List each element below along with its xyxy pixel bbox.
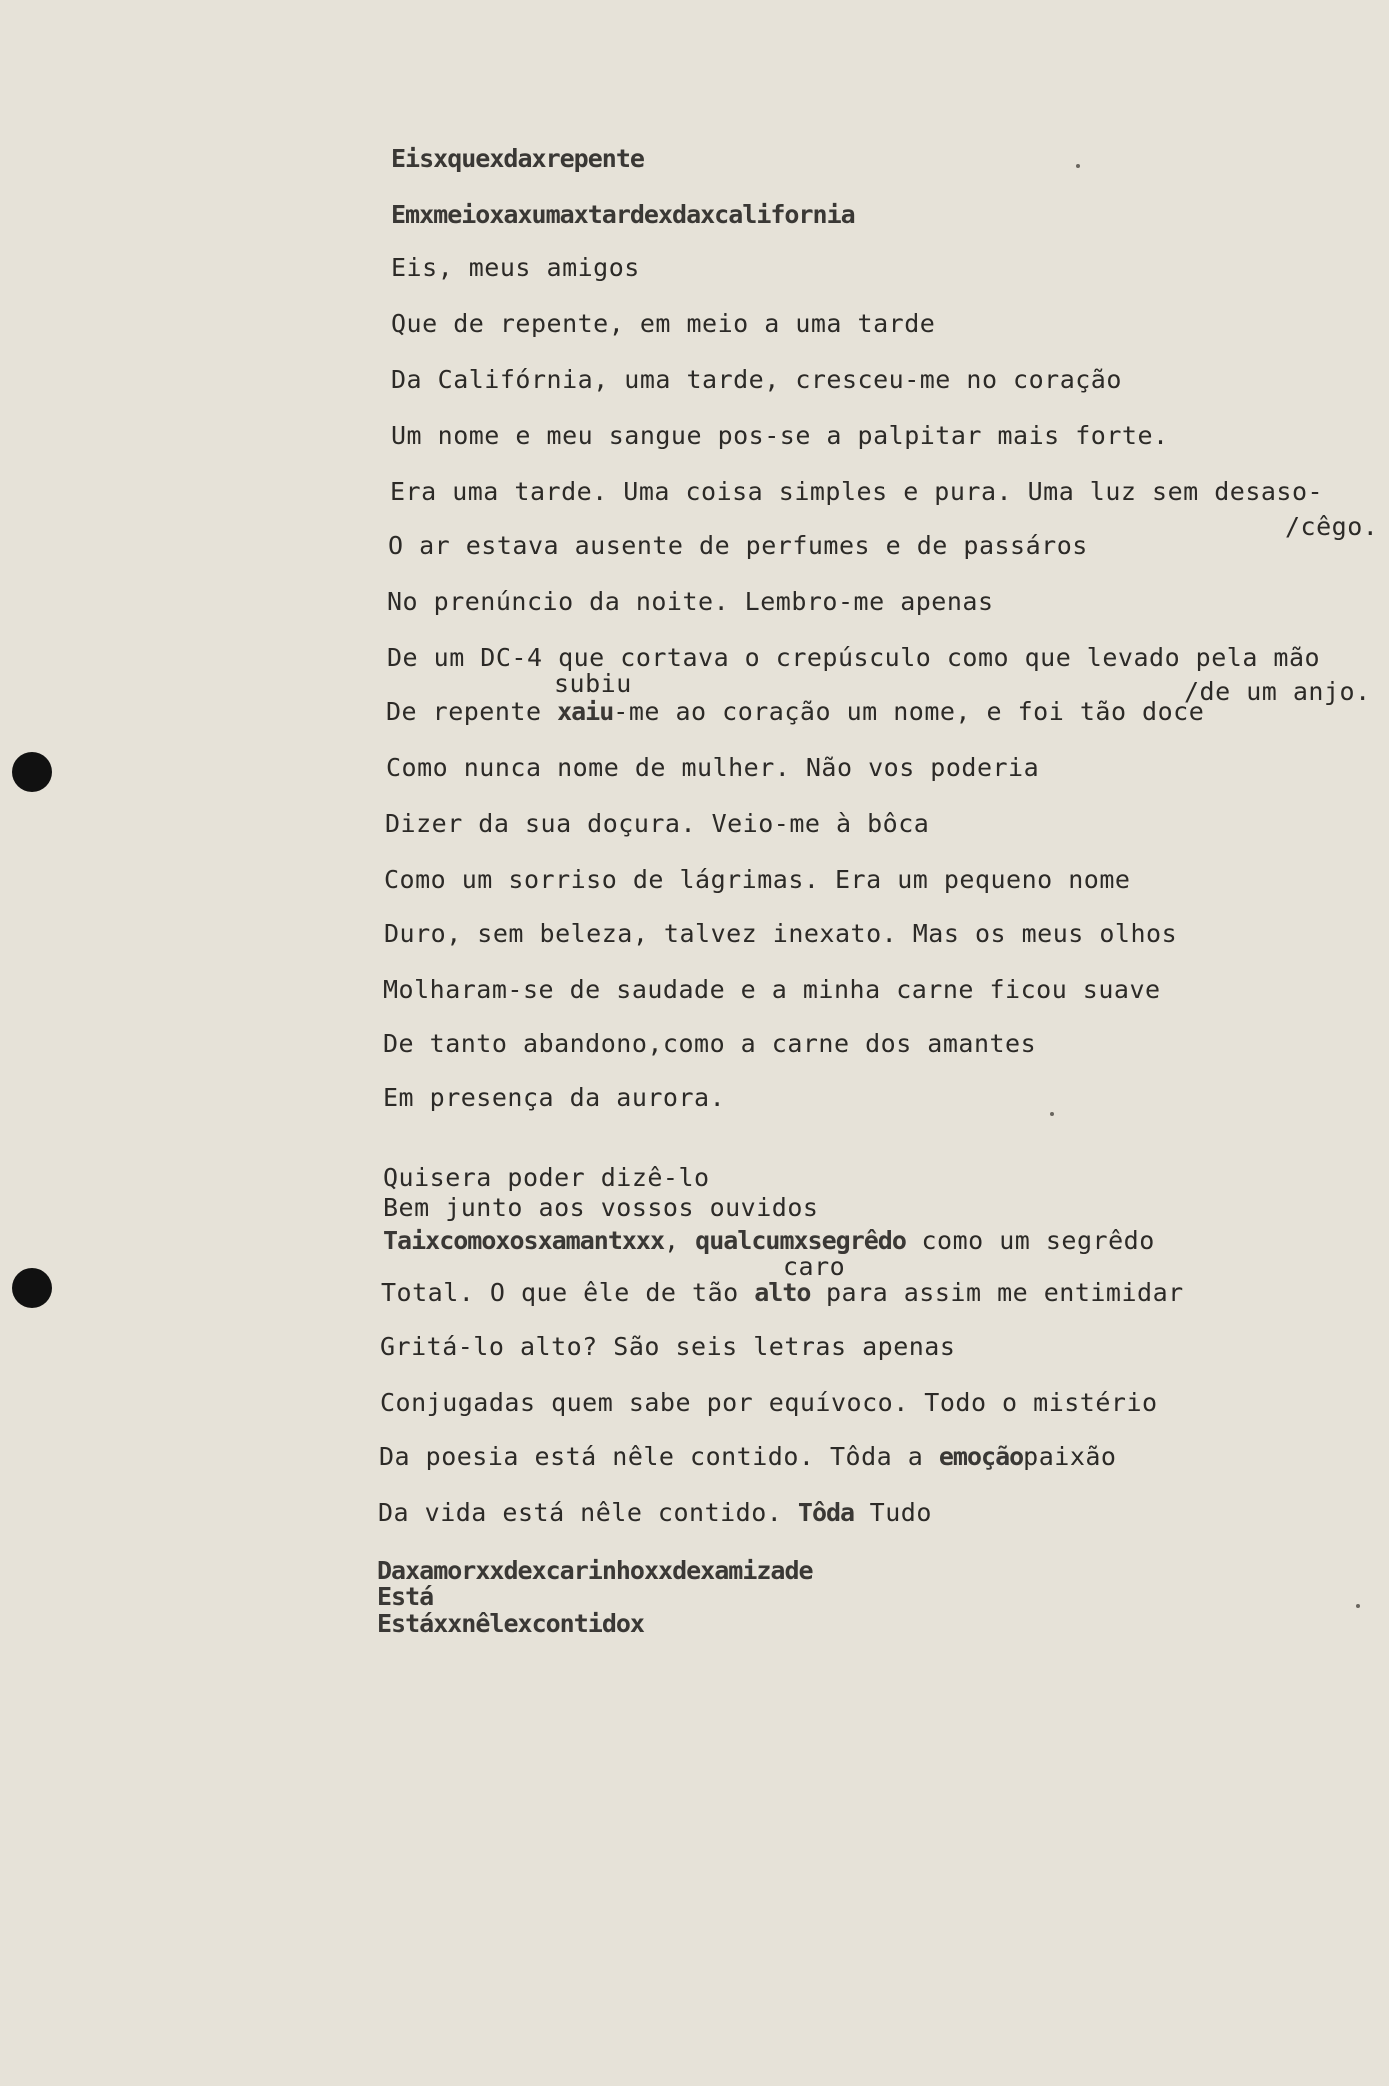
struck-text: qualcumxsegrêdo bbox=[695, 1226, 906, 1255]
binder-hole-bottom bbox=[12, 1268, 52, 1308]
line-text: como um segrêdo bbox=[905, 1226, 1155, 1255]
poem-line: Um nome e meu sangue pos-se a palpitar mais forte. bbox=[391, 421, 1169, 450]
poem-line: Como nunca nome de mulher. Não vos poderia bbox=[386, 753, 1040, 782]
line-text: , bbox=[664, 1226, 696, 1255]
poem-line: Gritá-lo alto? São seis letras apenas bbox=[380, 1332, 956, 1361]
interlinear-correction: caro bbox=[783, 1252, 846, 1281]
poem-line: Dizer da sua doçura. Veio-me à bôca bbox=[385, 809, 930, 838]
poem-line: Molharam-se de saudade e a minha carne ficou suave bbox=[383, 975, 1161, 1004]
struck-word: alto bbox=[754, 1278, 811, 1307]
crossed-out-line: Estáxxnêlexcontidox bbox=[377, 1609, 644, 1638]
crossed-out-line: Eisxquexdaxrepente bbox=[391, 144, 644, 173]
struck-word: Tôda bbox=[797, 1498, 855, 1527]
poem-line: Quisera poder dizê-lo bbox=[383, 1163, 710, 1192]
crossed-out-line: Emxmeioxaxumaxtardexdaxcalifornia bbox=[391, 200, 855, 229]
poem-line: Era uma tarde. Uma coisa simples e pura. Uma luz sem desaso- bbox=[390, 477, 1324, 506]
poem-line-continuation: /de um anjo. bbox=[1184, 677, 1371, 706]
line-text: -me ao coração um nome, e foi tão doce bbox=[613, 697, 1205, 726]
poem-line bbox=[381, 1280, 1184, 1305]
poem-line: Duro, sem beleza, talvez inexato. Mas os meus olhos bbox=[384, 919, 1178, 948]
poem-line bbox=[378, 1500, 932, 1525]
line-text: Da vida está nêle contido. bbox=[378, 1498, 798, 1527]
poem-line: De tanto abandono,como a carne dos amantes bbox=[383, 1029, 1037, 1058]
interlinear-correction: subiu bbox=[554, 669, 632, 698]
poem-line: De um DC-4 que cortava o crepúsculo como que levado pela mão bbox=[387, 643, 1321, 672]
poem-line bbox=[379, 1444, 1116, 1469]
poem-line bbox=[383, 1228, 1155, 1253]
struck-word: emoção bbox=[938, 1442, 1024, 1471]
line-text: Total. O que êle de tão bbox=[381, 1278, 755, 1307]
poem-line: Da Califórnia, uma tarde, cresceu-me no coração bbox=[391, 365, 1122, 394]
poem-line: Bem junto aos vossos ouvidos bbox=[383, 1193, 819, 1222]
binder-hole-top bbox=[12, 752, 52, 792]
poem-line: Eis, meus amigos bbox=[391, 253, 640, 282]
poem-line: Em presença da aurora. bbox=[383, 1083, 726, 1112]
poem-line: Como um sorriso de lágrimas. Era um pequeno nome bbox=[384, 865, 1131, 894]
line-text: De repente bbox=[386, 697, 558, 726]
line-text: Tudo bbox=[854, 1498, 932, 1527]
struck-text: Taixcomoxosxamantxxx bbox=[383, 1226, 665, 1255]
paper-speck bbox=[1356, 1604, 1360, 1608]
line-text: paixão bbox=[1023, 1442, 1117, 1471]
paper-speck bbox=[1050, 1112, 1054, 1116]
poem-line: O ar estava ausente de perfumes e de passáros bbox=[388, 531, 1088, 560]
poem-line: Que de repente, em meio a uma tarde bbox=[391, 309, 936, 338]
poem-line-continuation: /cêgo. bbox=[1285, 512, 1379, 541]
poem-line: No prenúncio da noite. Lembro-me apenas bbox=[387, 587, 994, 616]
paper-speck bbox=[1076, 164, 1080, 168]
crossed-out-line: Está bbox=[377, 1582, 434, 1611]
crossed-out-line: Daxamorxxdexcarinhoxxdexamizade bbox=[377, 1556, 813, 1585]
struck-word: xaiu bbox=[557, 697, 614, 726]
line-text: Da poesia está nêle contido. Tôda a bbox=[379, 1442, 939, 1471]
line-text: para assim me entimidar bbox=[810, 1278, 1184, 1307]
poem-line: Conjugadas quem sabe por equívoco. Todo o mistério bbox=[380, 1388, 1158, 1417]
poem-line bbox=[386, 699, 1204, 724]
